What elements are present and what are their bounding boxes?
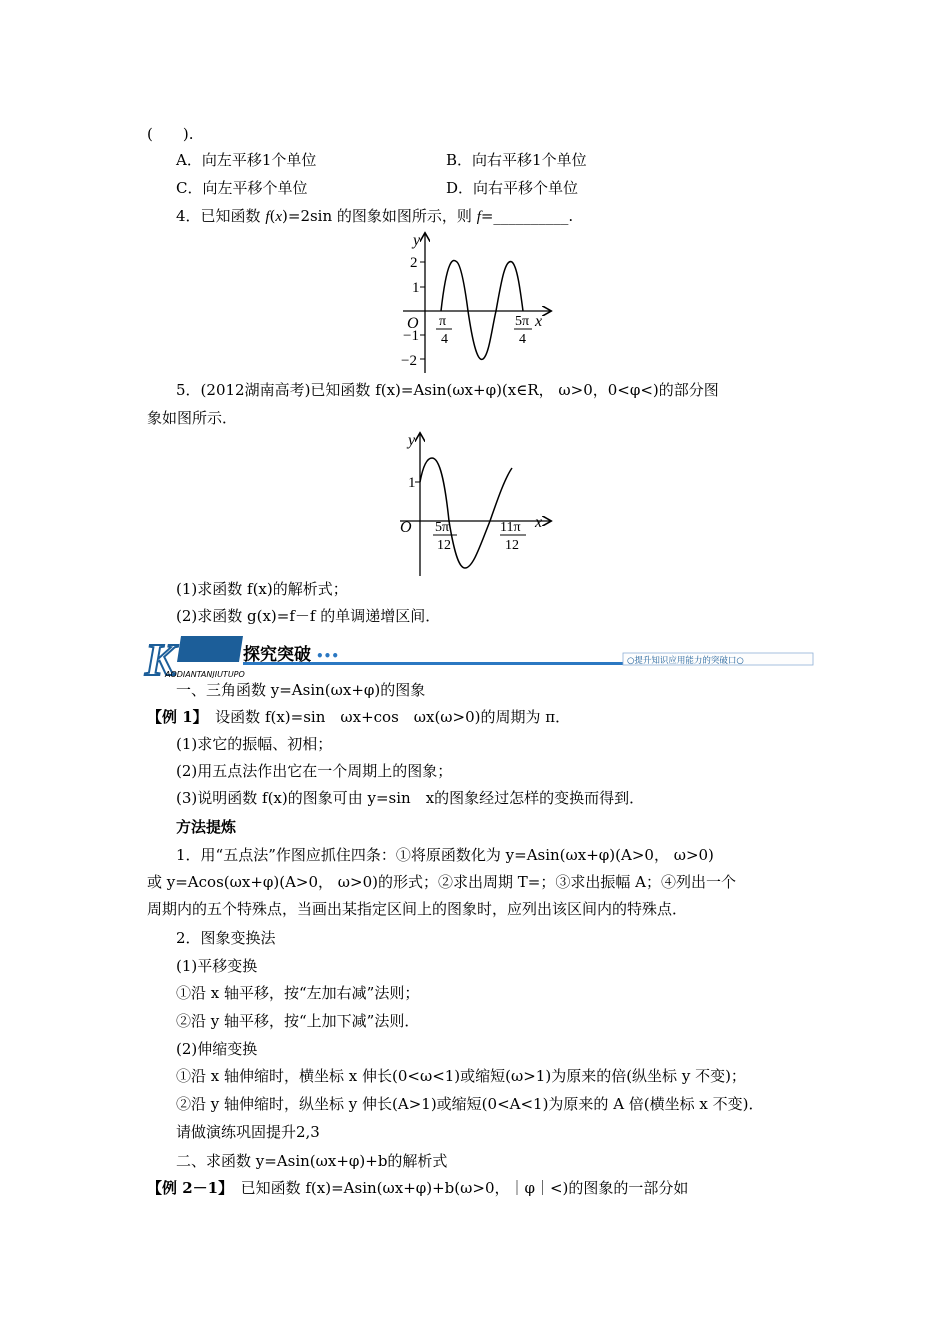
tick-11pi-12-num: 11π xyxy=(500,520,521,535)
method-2-1: (1)平移变换 xyxy=(176,957,258,975)
q3-option-c: C．向左平移个单位 xyxy=(176,179,308,197)
q3-option-d: D．向右平移个单位 xyxy=(446,179,579,197)
tick-1: 1 xyxy=(412,280,420,296)
example-2-1-tag: 【例 2－1】 xyxy=(147,1179,226,1197)
banner-k-letter: K xyxy=(145,634,176,678)
q5-line-2: 象如图所示． xyxy=(147,409,238,427)
y-axis-label: y xyxy=(408,432,416,449)
q5-part-2: (2)求函数 g(x)=f－f 的单调递增区间． xyxy=(176,607,441,625)
tick-5pi-12-num: 5π xyxy=(435,520,450,535)
tick-minus-2: −2 xyxy=(401,353,417,369)
section-2-title: 二、求函数 y=Asin(ωx+φ)+b的解析式 xyxy=(176,1152,448,1170)
sine-curve-2 xyxy=(420,458,512,568)
example-1-part-3: (3)说明函数 f(x)的图象可由 y=sin x的图象经过怎样的变换而得到． xyxy=(176,789,645,807)
section-1-title: 一、三角函数 y=Asin(ωx+φ)的图象 xyxy=(176,681,426,699)
banner-title: 探究突破 xyxy=(243,645,311,665)
tick-5pi-4-den: 4 xyxy=(519,332,526,347)
example-1-tag: 【例 1】 xyxy=(147,708,201,726)
q3-option-a: A．向左平移1个单位 xyxy=(176,151,317,169)
practice-note: 请做演练巩固提升2,3 xyxy=(176,1123,320,1141)
banner-dots: ••• xyxy=(316,649,340,663)
method-1-line-1: 1．用“五点法”作图应抓住四条：①将原函数化为 y=Asin(ωx+φ)(A>0， ω>0) xyxy=(176,846,714,864)
tick-pi-4-den: 4 xyxy=(441,332,448,347)
method-2-1a: ①沿 x 轴平移，按“左加右减”法则； xyxy=(176,984,420,1002)
tick-minus-1: −1 xyxy=(403,328,419,344)
sine-graph-1 xyxy=(395,228,565,373)
method-2-2a: ①沿 x 轴伸缩时，横坐标 x 伸长(0<ω<1)或缩短(ω>1)为原来的倍(纵坐标 y 不变)； xyxy=(176,1067,746,1085)
method-2-1b: ②沿 y 轴平移，按“上加下减”法则． xyxy=(176,1012,420,1030)
method-1-line-2: 或 y=Acos(ωx+φ)(A>0， ω>0)的形式；②求出周期 T=；③求出振幅 A；④列出一个 xyxy=(147,873,736,891)
method-2-2: (2)伸缩变换 xyxy=(176,1040,258,1058)
q4-text: 4．已知函数 f(x)=2sin 的图象如图所示，则 f=__________. xyxy=(176,207,574,225)
banner-slogan: ○提升知识应用能力的突破口○ xyxy=(627,656,744,666)
method-title: 方法提炼 xyxy=(176,818,237,836)
tick-11pi-12-den: 12 xyxy=(505,538,519,553)
origin-label: O xyxy=(407,315,419,332)
method-2-title: 2．图象变换法 xyxy=(176,929,276,947)
example-2-1: 【例 2－1】 已知函数 f(x)=Asin(ωx+φ)+b(ω>0，｜φ｜<)的图象的一部分如 xyxy=(147,1179,689,1197)
example-1-part-1: (1)求它的振幅、初相； xyxy=(176,735,333,753)
example-1-part-2: (2)用五点法作出它在一个周期上的图象； xyxy=(176,762,453,780)
method-2-2b: ②沿 y 轴伸缩时，纵坐标 y 伸长(A>1)或缩短(0<A<1)为原来的 A 倍(横坐标 x 不变)． xyxy=(176,1095,764,1113)
tick-5pi-12-den: 12 xyxy=(437,538,451,553)
tick-2: 2 xyxy=(410,255,418,271)
section-banner xyxy=(143,632,815,678)
origin-label: O xyxy=(400,519,412,536)
method-1-line-3: 周期内的五个特殊点，当画出某指定区间上的图象时，应列出该区间内的特殊点． xyxy=(147,900,688,918)
tick-5pi-4-num: 5π xyxy=(515,314,530,329)
q5-line-1: 5．(2012湖南高考)已知函数 f(x)=Asin(ωx+φ)(x∈R， ω>0，0<φ<)的部分图 xyxy=(176,381,719,399)
y-axis-label: y xyxy=(413,232,421,249)
sine-curve-1 xyxy=(441,260,523,359)
example-1: 【例 1】 设函数 f(x)=sin ωx+cos ωx(ω>0)的周期为 π． xyxy=(147,708,571,726)
q3-option-b: B．向右平移1个单位 xyxy=(446,151,587,169)
x-axis-label: x xyxy=(535,313,543,330)
q3-tail: ( ). xyxy=(147,125,194,143)
sine-graph-2 xyxy=(395,428,565,578)
x-axis-label: x xyxy=(535,514,543,531)
tick-1: 1 xyxy=(408,475,416,491)
tick-pi-4-num: π xyxy=(439,314,447,329)
q5-part-1: (1)求函数 f(x)的解析式； xyxy=(176,580,348,598)
banner-subtitle: AODIANTANJIUTUPO xyxy=(165,670,245,678)
